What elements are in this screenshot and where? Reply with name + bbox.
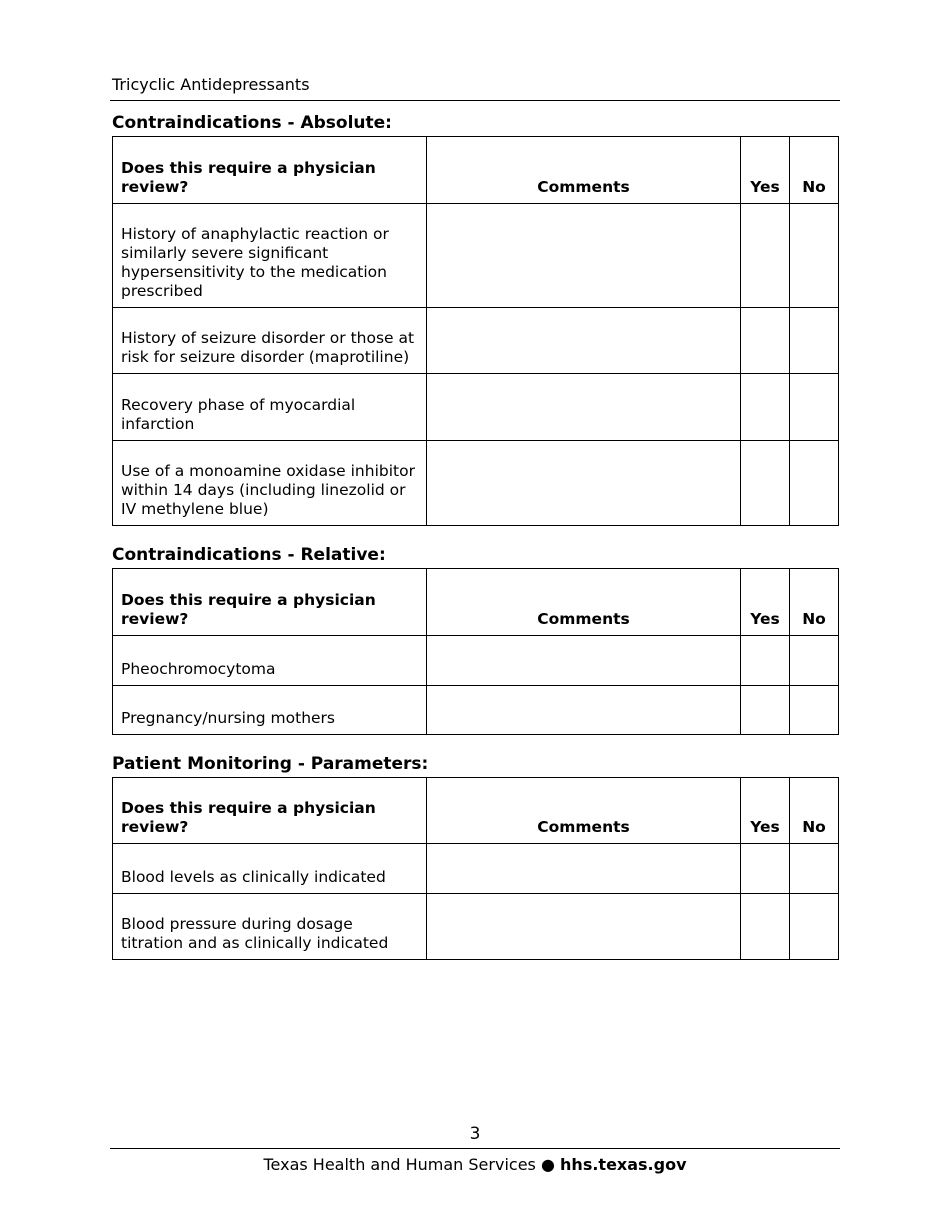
table-header-row xyxy=(113,778,839,844)
table-row xyxy=(113,204,839,308)
column-header-comments: Comments xyxy=(427,778,741,844)
comments-cell[interactable] xyxy=(427,374,741,441)
footer-site-link[interactable]: hhs.texas.gov xyxy=(560,1155,687,1174)
table-header-row xyxy=(113,137,839,204)
column-header-yes: Yes xyxy=(741,137,790,204)
comments-cell[interactable] xyxy=(427,686,741,735)
column-header-question: Does this require a physician review? xyxy=(113,569,427,636)
bullet-separator: ● xyxy=(540,1155,555,1174)
yes-cell[interactable] xyxy=(741,441,790,526)
table-row xyxy=(113,308,839,374)
table-contraindications-relative xyxy=(112,568,839,735)
section-heading-relative: Contraindications - Relative: xyxy=(112,545,386,565)
footer-org: Texas Health and Human Services xyxy=(263,1155,536,1174)
section-heading-monitoring: Patient Monitoring - Parameters: xyxy=(112,754,429,774)
header-divider xyxy=(110,100,840,101)
footer-divider xyxy=(110,1148,840,1149)
criterion-text: Use of a monoamine oxidase inhibitor within 14 days (including linezolid or IV methylene blue) xyxy=(113,441,427,526)
table-row xyxy=(113,844,839,894)
table-row xyxy=(113,894,839,960)
yes-cell[interactable] xyxy=(741,844,790,894)
column-header-yes: Yes xyxy=(741,778,790,844)
yes-cell[interactable] xyxy=(741,686,790,735)
page-footer xyxy=(0,1155,950,1174)
no-cell[interactable] xyxy=(790,374,839,441)
column-header-no: No xyxy=(790,778,839,844)
comments-cell[interactable] xyxy=(427,636,741,686)
no-cell[interactable] xyxy=(790,686,839,735)
table-row xyxy=(113,441,839,526)
criterion-text: Blood pressure during dosage titration and as clinically indicated xyxy=(113,894,427,960)
criterion-text: Recovery phase of myocardial infarction xyxy=(113,374,427,441)
table-row xyxy=(113,686,839,735)
no-cell[interactable] xyxy=(790,894,839,960)
column-header-no: No xyxy=(790,137,839,204)
comments-cell[interactable] xyxy=(427,844,741,894)
comments-cell[interactable] xyxy=(427,204,741,308)
comments-cell[interactable] xyxy=(427,308,741,374)
column-header-comments: Comments xyxy=(427,137,741,204)
column-header-question: Does this require a physician review? xyxy=(113,778,427,844)
table-patient-monitoring xyxy=(112,777,839,960)
column-header-yes: Yes xyxy=(741,569,790,636)
no-cell[interactable] xyxy=(790,636,839,686)
column-header-question: Does this require a physician review? xyxy=(113,137,427,204)
yes-cell[interactable] xyxy=(741,204,790,308)
table-row xyxy=(113,374,839,441)
comments-cell[interactable] xyxy=(427,441,741,526)
criterion-text: History of anaphylactic reaction or similarly severe significant hypersensitivity to the medication prescribed xyxy=(113,204,427,308)
criterion-text: Pheochromocytoma xyxy=(113,636,427,686)
yes-cell[interactable] xyxy=(741,894,790,960)
document-header-title: Tricyclic Antidepressants xyxy=(112,75,310,94)
table-contraindications-absolute xyxy=(112,136,839,526)
comments-cell[interactable] xyxy=(427,894,741,960)
table-row xyxy=(113,636,839,686)
yes-cell[interactable] xyxy=(741,308,790,374)
column-header-comments: Comments xyxy=(427,569,741,636)
criterion-text: History of seizure disorder or those at risk for seizure disorder (maprotiline) xyxy=(113,308,427,374)
no-cell[interactable] xyxy=(790,308,839,374)
page-number: 3 xyxy=(469,1124,481,1144)
no-cell[interactable] xyxy=(790,844,839,894)
yes-cell[interactable] xyxy=(741,374,790,441)
section-heading-absolute: Contraindications - Absolute: xyxy=(112,113,392,133)
column-header-no: No xyxy=(790,569,839,636)
table-header-row xyxy=(113,569,839,636)
no-cell[interactable] xyxy=(790,204,839,308)
no-cell[interactable] xyxy=(790,441,839,526)
criterion-text: Blood levels as clinically indicated xyxy=(113,844,427,894)
criterion-text: Pregnancy/nursing mothers xyxy=(113,686,427,735)
yes-cell[interactable] xyxy=(741,636,790,686)
